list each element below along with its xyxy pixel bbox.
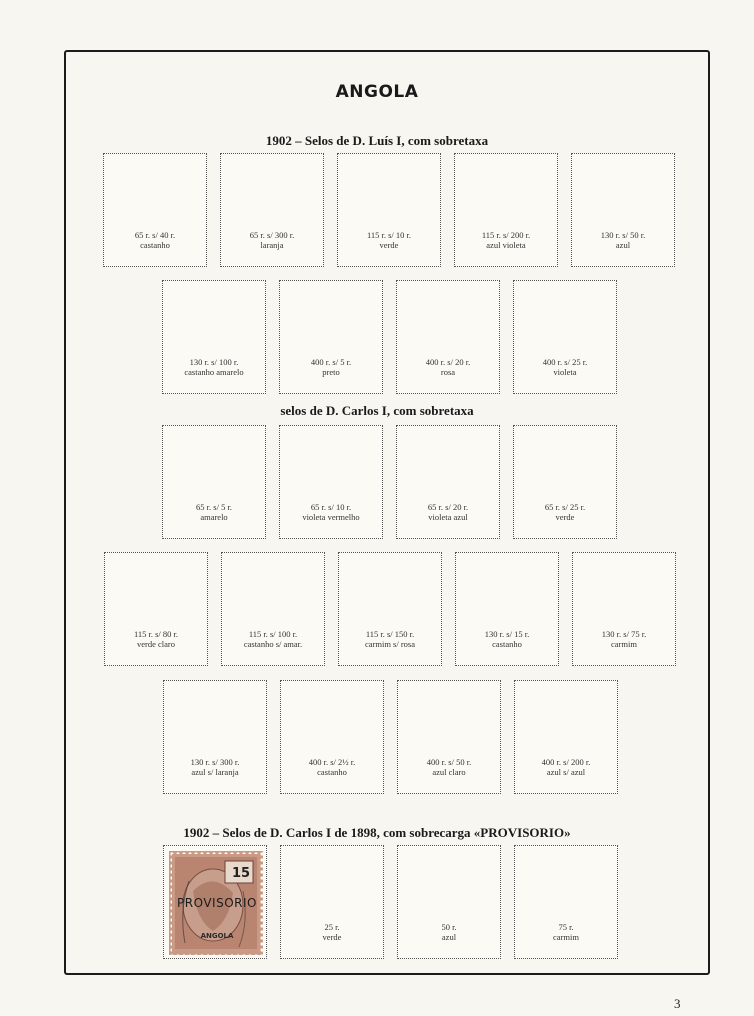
stamp-value: 400 r. s/ 2½ r. <box>308 757 356 767</box>
stamp-color: azul <box>441 932 457 942</box>
stamp-space <box>572 552 676 666</box>
stamp-value: 130 r. s/ 50 r. <box>600 230 646 240</box>
stamp-space <box>279 425 383 539</box>
stamp-value: 65 r. s/ 40 r. <box>134 230 176 240</box>
stamp-value: 130 r. s/ 100 r. <box>189 357 239 367</box>
stamp-color: amarelo <box>200 512 228 522</box>
stamp-space <box>396 425 500 539</box>
stamp-color: violeta vermelho <box>302 512 360 522</box>
stamp-color: castanho <box>317 767 347 777</box>
stamp-overprint: PROVISORIO <box>177 896 257 910</box>
stamp-color: carmim <box>553 932 579 942</box>
stamp-value: 115 r. s/ 200 r. <box>481 230 531 240</box>
stamp-color: castanho s/ amar. <box>243 639 303 649</box>
stamp-space <box>514 680 618 794</box>
stamp-space <box>397 680 501 794</box>
stamp-space <box>513 280 617 394</box>
stamp-color: azul s/ azul <box>546 767 586 777</box>
stamp-value: 65 r. s/ 20 r. <box>427 502 469 512</box>
stamp-value: 115 r. s/ 10 r. <box>366 230 412 240</box>
stamp-color: castanho <box>492 639 522 649</box>
stamp-color: carmim s/ rosa <box>364 639 416 649</box>
stamp-value: 400 r. s/ 50 r. <box>426 757 472 767</box>
stamp-color: verde <box>555 512 575 522</box>
stamp-value: 75 r. <box>558 922 574 932</box>
stamp-space <box>514 845 618 959</box>
stamp-color: violeta azul <box>428 512 468 522</box>
stamp-space <box>397 845 501 959</box>
stamp-space <box>337 153 441 267</box>
stamp-space <box>396 280 500 394</box>
stamp-space <box>338 552 442 666</box>
stamp-space <box>280 845 384 959</box>
stamp-color: preto <box>322 367 340 377</box>
stamp-space <box>454 153 558 267</box>
page-title: ANGOLA <box>335 82 419 102</box>
stamp-value: 65 r. s/ 5 r. <box>196 502 232 512</box>
stamp-value: 130 r. s/ 15 r. <box>484 629 530 639</box>
stamp-value: 50 r. <box>441 922 457 932</box>
stamp-denomination: 15 <box>231 866 251 881</box>
stamp-space <box>455 552 559 666</box>
stamp-color: verde claro <box>137 639 175 649</box>
page-number: 3 <box>674 996 681 1011</box>
stamp-value: 25 r. <box>324 922 340 932</box>
stamp-space <box>104 552 208 666</box>
stamp-space <box>163 680 267 794</box>
stamp-color: azul s/ laranja <box>191 767 239 777</box>
stamp-value: 65 r. s/ 10 r. <box>310 502 352 512</box>
stamp-value: 400 r. s/ 5 r. <box>310 357 352 367</box>
stamp-color: verde <box>379 240 399 250</box>
stamp-value: 115 r. s/ 100 r. <box>248 629 298 639</box>
stamp-value: 400 r. s/ 25 r. <box>542 357 588 367</box>
stamp-space <box>103 153 207 267</box>
stamp-space <box>571 153 675 267</box>
section-title-1902-luis: 1902 – Selos de D. Luís I, com sobretaxa <box>265 133 489 148</box>
section-title-1902-provisorio: 1902 – Selos de D. Carlos I de 1898, com sobrecarga «PROVISORIO» <box>183 825 571 840</box>
stamp-country: ANGOLA <box>200 932 234 940</box>
stamp-space <box>162 280 266 394</box>
stamp-value: 400 r. s/ 200 r. <box>541 757 591 767</box>
stamp-space <box>220 153 324 267</box>
stamp-color: rosa <box>440 367 456 377</box>
stamp-color: castanho <box>140 240 170 250</box>
stamp-color: carmim <box>611 639 637 649</box>
stamp-color: azul claro <box>432 767 466 777</box>
stamp-color: azul <box>615 240 631 250</box>
stamp-value: 65 r. s/ 300 r. <box>249 230 295 240</box>
stamp-space <box>280 680 384 794</box>
stamp-space <box>221 552 325 666</box>
stamp-color: violeta <box>553 367 577 377</box>
stamp-color: verde <box>322 932 342 942</box>
stamp-space <box>513 425 617 539</box>
stamp-value: 130 r. s/ 75 r. <box>601 629 647 639</box>
stamp-value: 115 r. s/ 150 r. <box>365 629 415 639</box>
stamp-value: 115 r. s/ 80 r. <box>133 629 179 639</box>
stamp-color: castanho amarelo <box>184 367 244 377</box>
stamp-space <box>162 425 266 539</box>
stamp-space-filled <box>163 845 267 959</box>
stamp-value: 400 r. s/ 20 r. <box>425 357 471 367</box>
stamp-space <box>279 280 383 394</box>
stamp-color: azul violeta <box>486 240 526 250</box>
stamp-value: 130 r. s/ 300 r. <box>190 757 240 767</box>
stamp-value: 65 r. s/ 25 r. <box>544 502 586 512</box>
section-title-carlos: selos de D. Carlos I, com sobretaxa <box>280 403 474 418</box>
stamp-color: laranja <box>260 240 284 250</box>
